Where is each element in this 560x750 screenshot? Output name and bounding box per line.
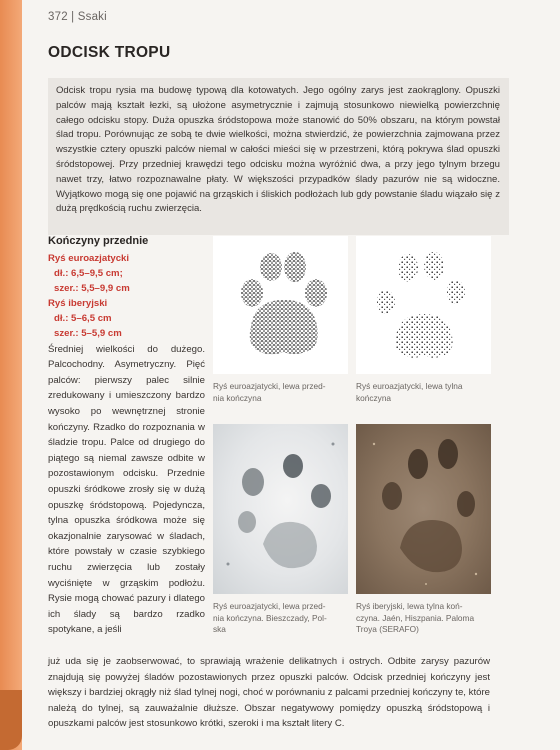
measure-width: szer.: 5–5,9 cm — [54, 327, 122, 339]
track-in-sand-photo — [356, 424, 491, 594]
figure-caption: Ryś euroazjatycki, lewa przed- nia kończyna — [213, 381, 326, 403]
species-iberian-lynx: Ryś iberyjski — [48, 297, 108, 309]
page-edge-tab — [0, 0, 22, 750]
paw-print-drawing — [356, 236, 491, 374]
paw-print-drawing — [213, 236, 348, 374]
species-eurasian-lynx: Ryś euroazjatycki — [48, 252, 130, 264]
measure-width: szer.: 5,5–9,9 cm — [54, 282, 130, 294]
running-head: 372 | Ssaki — [48, 11, 107, 23]
figure-caption: Ryś euroazjatycki, lewa przed- nia kończyna. Bieszczady, Pol- ska — [213, 601, 327, 634]
figure-hind-paw-drawing — [356, 236, 491, 374]
figure-caption: Ryś euroazjatycki, lewa tylna kończyna — [356, 381, 463, 403]
left-column — [48, 234, 205, 638]
figure-photo-sand-track — [356, 424, 491, 594]
figure-caption: Ryś iberyjski, lewa tylna koń- czyna. Jaén, Hiszpania. Paloma Troya (SERAFO) — [356, 601, 475, 634]
track-in-snow-photo — [213, 424, 348, 594]
figure-front-paw-drawing — [213, 236, 348, 374]
intro-paragraph: Odcisk tropu rysia ma budowę typową dla kotowatych. Jego ogólny zarys jest zaokrąglony. Opuszki palców mają kształt łezki, są ułożone asymetrycznie i zajmują stosunkowo niewielką powierzchnię całego odcisku stopy. Duża opuszka śródstopowa może stanowić do 50% obszaru, na którym powstał ślad tropu. Porównując ze sobą te dwie wielkości, można stwierdzić, że powierzchnia zajmowana przez wszystkie cztery opuszki palców niemal w całości mieści się w przestrzeni, którą pokrywa ślad opuszki śródstopowej. Przy przedniej krawędzi tego odcisku można wyróżnić dwa, a przy jego tylnym brzegu nawet trzy, łatwo rozpoznawalne płaty. W większości przypadków ślady pazurów nie są widoczne. Wyjątkowo mogą się one pojawić na grząskich i śliskich podłożach lub gdy powstanie śladu wiązało się z dużą prędkością ruchu zwierzęcia. — [48, 78, 509, 235]
measure-length: dł.: 5–6,5 cm — [54, 312, 112, 324]
continuation-paragraph: już uda się je zaobserwować, to sprawiają wrażenie delikatnych i ostrych. Odbite zarysy pazurów znajdują się powyżej śladów pozostawionych przez opuszki palców. Odcisk przedniej kończyny jest większy i bardziej okrągły niż ślad tylnej nogi, choć w porównaniu z palcami przedniej kończyny te, które należą do tylnej, są zauważalnie dłuższe. Obszar negatywowy pomiędzy opuszką śródstopową i opuszkami palców jest stosunkowo krótki, szeroki i ma kształt litery C. — [48, 656, 490, 730]
section-title: ODCISK TROPU — [48, 44, 171, 61]
figure-photo-snow-track — [213, 424, 348, 594]
description-paragraph: Średniej wielkości do dużego. Palcochodny. Asymetryczny. Pięć palców: pierwszy palec silnie zredukowany i umieszczony bardzo wysoko po wewnętrznej stronie kończyny. Rzadko do rozpoznania w śladzie tropu. Palce od drugiego do piątego są niemal zawsze odbite w pozostawionym odcisku. Przednie opuszki śródkowe zrosły się w dużą opuszkę śródstopową. Pojedyncza, tylna opuszka śródkowa może się okazjonalnie zarysować w śladach, które powstały w czasie szybkiego ruchu zwierzęcia lub zostały wyciśnięte w grząskim podłożu. Rysie mogą chować pazury i dlatego ich ślady są bardzo rzadko spotykane, a jeśli — [48, 343, 205, 636]
subsection-heading: Kończyny przednie — [48, 235, 149, 247]
measure-length: dł.: 6,5–9,5 cm; — [54, 267, 123, 279]
